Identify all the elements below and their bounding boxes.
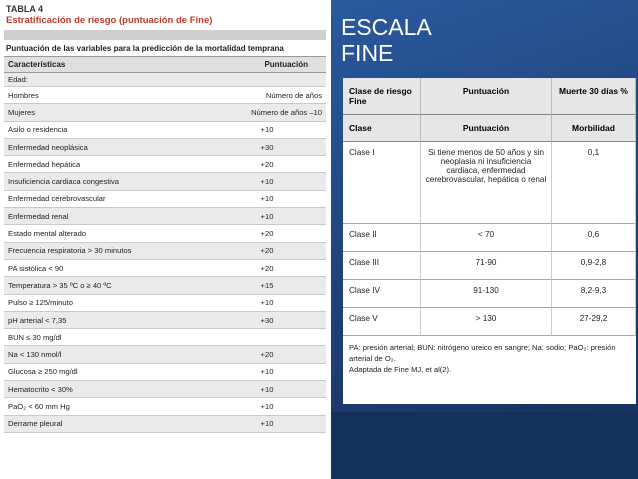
slide-title-line1: ESCALA — [341, 14, 432, 40]
table-row: PA sistólica < 90 +20 — [4, 260, 326, 277]
footnote-source: Adaptada de Fine MJ, et al(2). — [349, 365, 452, 374]
table-row: PaO₂ < 60 mm Hg +10 — [4, 398, 326, 415]
subheader-puntuacion: Puntuación — [421, 115, 552, 142]
row-morbilidad: 0,1 — [552, 142, 636, 224]
table-row: pH arterial < 7,35 +30 — [4, 312, 326, 329]
row-clase: Clase IV — [343, 280, 421, 308]
table-title: Estratificación de riesgo (puntuación de Fine) — [6, 15, 213, 26]
table-row: Derrame pleural +10 — [4, 416, 326, 433]
table-row: BUN ≤ 30 mg/dl — [4, 329, 326, 346]
table-row: Frecuencia respiratoria > 30 minutos +20 — [4, 243, 326, 260]
row-clase: Clase V — [343, 308, 421, 336]
table-row: Estado mental alterado +20 — [4, 225, 326, 242]
table-label: TABLA 4 — [6, 4, 43, 14]
subheader-morbilidad: Morbilidad — [552, 115, 636, 142]
table-row: Enfermedad hepática +20 — [4, 156, 326, 173]
table-row: Hematocrito < 30% +10 — [4, 381, 326, 398]
row-morbilidad: 27-29,2 — [552, 308, 636, 336]
table-row: Pulso ≥ 125/minuto +10 — [4, 295, 326, 312]
table-row: Enfermedad cerebrovascular +10 — [4, 191, 326, 208]
table-row: Enfermedad neoplásica +30 — [4, 139, 326, 156]
table-footnotes — [343, 336, 636, 375]
header-caracteristicas: Características — [8, 60, 66, 69]
row-morbilidad: 8,2-9,3 — [552, 280, 636, 308]
table-body — [4, 73, 326, 433]
table-row: Na < 130 nmol/l +20 — [4, 346, 326, 363]
header-clase-riesgo: Clase de riesgo Fine — [343, 78, 421, 115]
row-puntuacion: 71-90 — [421, 252, 552, 280]
row-puntuacion: > 130 — [421, 308, 552, 336]
table-row: Glucosa ≥ 250 mg/dl +10 — [4, 364, 326, 381]
row-clase: Clase II — [343, 224, 421, 252]
right-panel — [331, 0, 638, 479]
header-muerte: Muerte 30 días % — [552, 78, 636, 115]
table-caption: Puntuación de las variables para la predicción de la mortalidad temprana — [4, 40, 326, 57]
row-morbilidad: 0,6 — [552, 224, 636, 252]
table-row: Temperatura > 35 ºC o ≥ 40 ºC +15 — [4, 277, 326, 294]
table-row: Asilo o residencia +10 — [4, 122, 326, 139]
fine-variables-table — [4, 2, 326, 466]
slide-title — [341, 14, 432, 66]
table-header — [4, 57, 326, 73]
divider — [4, 30, 326, 40]
row-puntuacion: 91-130 — [421, 280, 552, 308]
header-puntuacion: Puntuación — [421, 78, 552, 115]
table-row: Hombres Número de años — [4, 87, 326, 104]
table-row: Edad: — [4, 73, 326, 87]
table-row: Insuficiencia cardiaca congestiva +10 — [4, 173, 326, 190]
row-clase: Clase III — [343, 252, 421, 280]
table-row: Mujeres Número de años –10 — [4, 104, 326, 121]
row-clase: Clase I — [343, 142, 421, 224]
row-morbilidad: 0,9-2,8 — [552, 252, 636, 280]
row-puntuacion: < 70 — [421, 224, 552, 252]
panel-footer-band — [331, 412, 638, 479]
footnote-abbreviations: PA: presión arterial; BUN: nitrógeno ureico en sangre; Na: sodio; PaO₂: presión arterial de O₂. — [349, 343, 616, 363]
table-row: Enfermedad renal +10 — [4, 208, 326, 225]
slide-title-line2: FINE — [341, 40, 394, 66]
fine-risk-class-table — [343, 78, 636, 404]
row-puntuacion: Si tiene menos de 50 años y sin neoplasia ni insuficiencia cardiaca, enfermedad cerebrovascular, hepática o renal — [421, 142, 552, 224]
header-puntuacion: Puntuación — [264, 60, 308, 69]
subheader-clase: Clase — [343, 115, 421, 142]
